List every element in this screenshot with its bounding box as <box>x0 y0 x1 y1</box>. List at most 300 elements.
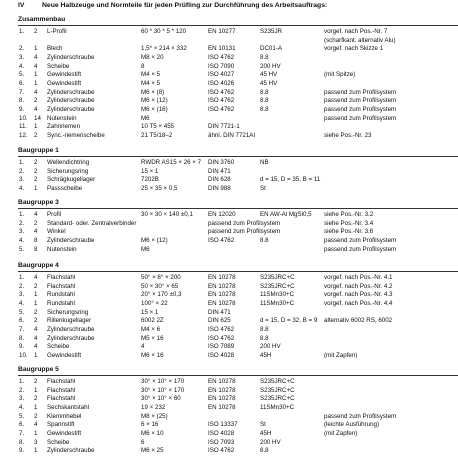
cell-rem: passend zum Profilsystem <box>324 412 397 420</box>
cell-nr: 3. <box>19 291 25 299</box>
cell-mat: NB <box>260 159 269 166</box>
cell-nr: 6. <box>19 317 25 325</box>
cell-nr: 8. <box>19 438 25 446</box>
cell-mat: 11SMn30+C <box>260 403 295 411</box>
cell-mat: 8.8 <box>260 447 269 455</box>
table-row <box>0 184 458 193</box>
table-row <box>0 175 458 184</box>
section-divider <box>18 271 458 272</box>
cell-name: Zylinderschraube <box>47 325 95 333</box>
table-row <box>0 446 458 455</box>
table-row <box>0 122 458 131</box>
cell-mat: St <box>260 184 266 192</box>
cell-name: Zylinderschraube <box>47 105 95 113</box>
page-heading <box>18 2 327 9</box>
table-row <box>0 62 458 71</box>
cell-nr: 1. <box>19 274 25 281</box>
cell-dim: RWDR AS15 × 26 × 7 <box>141 159 202 166</box>
table-row <box>0 299 458 308</box>
cell-mat: 8.8 <box>260 236 269 244</box>
cell-qty: 2 <box>34 219 38 227</box>
cell-name: Gewindestift <box>47 351 82 359</box>
section-heading: Baugruppe 3 <box>18 199 59 206</box>
cell-qty: 2 <box>34 378 38 385</box>
cell-nr: 5. <box>19 71 25 79</box>
cell-qty: 4 <box>34 325 38 333</box>
cell-rem: passend zum Profilsystem <box>324 88 397 96</box>
cell-mat: 200 HV <box>260 438 281 446</box>
cell-qty: 4 <box>34 105 38 113</box>
cell-rem: siehe Pos.-Nr. 3.6 <box>324 228 374 236</box>
table-row <box>0 36 458 45</box>
cell-rem: vorgef. nach Pos.-Nr. 4.1 <box>324 274 393 281</box>
cell-nr: 2. <box>19 386 25 394</box>
section-heading: Baugruppe 4 <box>18 262 59 269</box>
cell-nr: 1. <box>19 211 25 218</box>
cell-name: Zylinderschraube <box>47 53 95 61</box>
table-row <box>0 131 458 140</box>
cell-norm: ISO 7090 <box>208 62 235 70</box>
cell-nr: 7. <box>19 88 25 96</box>
section-heading: Baugruppe 5 <box>18 366 59 373</box>
cell-rem: passend zum Profilsystem <box>324 105 397 113</box>
cell-name: Nutenstein <box>47 114 77 122</box>
table-row <box>0 167 458 176</box>
table-row <box>0 79 458 88</box>
cell-name: Gewindestift <box>47 79 82 87</box>
cell-norm: DIN 988 <box>208 184 231 192</box>
table-row <box>0 412 458 421</box>
cell-qty: 8 <box>34 236 38 244</box>
cell-mat: 8.8 <box>260 105 269 113</box>
cell-qty: 4 <box>34 211 38 218</box>
cell-qty: 4 <box>34 62 38 70</box>
cell-rem: alternativ 6002 RS, 6002 <box>324 317 393 325</box>
table-row <box>0 316 458 325</box>
cell-nr: 10. <box>19 351 28 359</box>
heading-text: Neue Halbzeuge und Normteile für jeden Prüfling zur Durchführung des Arbeitsauftrags: <box>42 2 328 9</box>
table-row <box>0 308 458 317</box>
cell-rem: siehe Pos.-Nr. 3.4 <box>324 219 374 227</box>
cell-nr: 5. <box>19 308 25 316</box>
cell-dim: 15 × 1 <box>141 167 159 175</box>
cell-nr: 4. <box>19 184 25 192</box>
cell-dim: M6 <box>141 114 150 122</box>
cell-qty: 1 <box>34 351 38 359</box>
cell-qty: 8 <box>34 245 38 253</box>
cell-norm: ISO 4762 <box>208 105 235 113</box>
cell-nr: 4. <box>19 236 25 244</box>
cell-mat: d = 15, D = 35, B = 11 <box>260 176 321 184</box>
table-row <box>0 219 458 228</box>
table-row <box>0 53 458 62</box>
cell-nr: 3. <box>19 176 25 184</box>
cell-name: Gewindestift <box>47 429 82 437</box>
cell-norm: ISO 4762 <box>208 236 235 244</box>
cell-norm: ISO 13337 <box>208 421 238 429</box>
cell-nr: 6. <box>19 79 25 87</box>
cell-qty: 1 <box>34 123 38 131</box>
cell-dim: 19 × 232 <box>141 403 166 411</box>
table-row <box>0 420 458 429</box>
cell-dim: 30° × 10° × 170 <box>141 386 185 394</box>
cell-mat: 45 HV <box>260 79 278 87</box>
section-divider <box>18 208 458 209</box>
cell-dim: M6 × 16 <box>141 351 164 359</box>
cell-qty: 1 <box>34 386 38 394</box>
cell-dim: M5 × 16 <box>141 334 164 342</box>
cell-norm: ähnl. DIN 7721AI <box>208 131 256 139</box>
cell-name: Sync.-riemenscheibe <box>47 131 105 139</box>
cell-dim: M4 × 5 <box>141 71 161 79</box>
table-row <box>0 44 458 53</box>
cell-dim: M6 × (8) <box>141 88 165 96</box>
cell-mat: 45H <box>260 429 272 437</box>
cell-mat: 8.8 <box>260 97 269 105</box>
cell-qty: 2 <box>34 176 38 184</box>
cell-mat: S235JRC+C <box>260 395 295 403</box>
cell-name: Klemmhebel <box>47 412 82 420</box>
cell-dim: M8 × 20 <box>141 53 164 61</box>
cell-mat: 200 HV <box>260 343 281 351</box>
cell-qty: 4 <box>34 343 38 351</box>
cell-mat: 45H <box>260 351 272 359</box>
cell-mat: 8.8 <box>260 334 269 342</box>
cell-qty: 2 <box>34 308 38 316</box>
section-divider <box>18 156 458 157</box>
cell-dim: 30° × 10° × 170 <box>141 378 185 385</box>
cell-norm: EN 10278 <box>208 291 236 299</box>
cell-nr: 4. <box>19 299 25 307</box>
cell-name: Sicherungsring <box>47 308 89 316</box>
cell-nr: 3. <box>19 228 25 236</box>
cell-name: Profil <box>47 211 62 218</box>
cell-name: Flachstahl <box>47 282 76 290</box>
cell-norm: DIN 471 <box>208 308 231 316</box>
cell-rem: (mit Zapfen) <box>324 351 358 359</box>
cell-norm: EN 10278 <box>208 299 236 307</box>
cell-qty: 2 <box>34 395 38 403</box>
table-row <box>0 27 458 36</box>
table-row <box>0 386 458 395</box>
cell-dim: 30 × 30 × 140 ±0,1 <box>141 211 193 218</box>
cell-name: Sechskantstahl <box>47 403 89 411</box>
cell-norm: DIN 3760 <box>208 159 235 166</box>
cell-dim: 60 * 30 * 5 * 120 <box>141 28 187 35</box>
cell-dim: M6 × (16) <box>141 105 168 113</box>
cell-norm: ISO 4027 <box>208 71 235 79</box>
table-row <box>0 438 458 447</box>
cell-dim: 4 <box>141 343 145 351</box>
cell-name: Spannstift <box>47 421 75 429</box>
cell-name: Zahnriemen <box>47 123 81 131</box>
cell-qty: 2 <box>34 159 38 166</box>
cell-norm: EN 10277 <box>208 28 236 35</box>
cell-qty: 3 <box>34 438 38 446</box>
cell-mat: 8.8 <box>260 88 269 96</box>
cell-qty: 1 <box>34 184 38 192</box>
cell-nr: 3. <box>19 53 25 61</box>
cell-qty: 2 <box>34 412 38 420</box>
table-row <box>0 377 458 386</box>
cell-nr: 9. <box>19 105 25 113</box>
cell-dim: M6 × 10 <box>141 429 164 437</box>
cell-dim: M6 × (12) <box>141 97 168 105</box>
cell-rem: vorgef. nach Skizze 1 <box>324 45 384 53</box>
cell-name: Schrägkugellager <box>47 176 96 184</box>
cell-qty: 1 <box>34 429 38 437</box>
cell-mat: S235JRC+C <box>260 386 295 394</box>
cell-mat: S235JR <box>260 28 283 35</box>
cell-rem: vorgef. nach Pos.-Nr. 4.3 <box>324 291 393 299</box>
table-row <box>0 282 458 291</box>
cell-name: Scheibe <box>47 343 70 351</box>
cell-qty: 4 <box>34 53 38 61</box>
cell-norm: EN 10278 <box>208 403 236 411</box>
cell-name: Scheibe <box>47 62 70 70</box>
cell-name: Flachstahl <box>47 274 76 281</box>
cell-qty: 1 <box>34 447 38 455</box>
cell-qty: 1 <box>34 45 38 53</box>
table-row <box>0 403 458 412</box>
cell-name: Scheibe <box>47 438 70 446</box>
table-row <box>0 236 458 245</box>
cell-name: Passscheibe <box>47 184 83 192</box>
section-heading: Zusammenbau <box>18 16 66 23</box>
cell-name: Flachstahl <box>47 386 76 394</box>
cell-norm: DIN 7721-1 <box>208 123 240 131</box>
cell-dim: 1,5* × 214 × 332 <box>141 45 187 53</box>
cell-norm: EN 10278 <box>208 378 236 385</box>
cell-mat: 8.8 <box>260 53 269 61</box>
cell-nr: 8. <box>19 97 25 105</box>
cell-dim: M6 × (12) <box>141 236 168 244</box>
cell-norm: EN 10278 <box>208 274 236 281</box>
cell-norm: ISO 4028 <box>208 429 235 437</box>
cell-rem: (mit Zapfen) <box>324 429 358 437</box>
table-row <box>0 342 458 351</box>
cell-nr: 2. <box>19 282 25 290</box>
cell-qty: 1 <box>34 291 38 299</box>
cell-dim: 20° × 170 ±0,3 <box>141 291 182 299</box>
cell-name: Rillenkugellager <box>47 317 92 325</box>
table-row <box>0 273 458 282</box>
cell-qty: 4 <box>34 334 38 342</box>
cell-nr: 1. <box>19 159 25 166</box>
cell-norm: ISO 4026 <box>208 79 235 87</box>
cell-norm: ISO 4028 <box>208 351 235 359</box>
cell-rem: (scharfkant. alternativ Alu) <box>324 36 396 44</box>
cell-nr: 1. <box>19 378 25 385</box>
cell-name: Zylinderschraube <box>47 236 95 244</box>
cell-nr: 8. <box>19 334 25 342</box>
table-row <box>0 88 458 97</box>
cell-nr: 10. <box>19 114 28 122</box>
cell-dim: 21 T5/18–2 <box>141 131 173 139</box>
cell-rem: vorgef. nach Pos.-Nr. 4.2 <box>324 282 393 290</box>
cell-name: L-Profil <box>47 28 67 35</box>
cell-qty: 2 <box>34 282 38 290</box>
section-heading: Baugruppe 1 <box>18 147 59 154</box>
cell-norm: passend zum Profilsystem <box>208 219 281 227</box>
table-row <box>0 105 458 114</box>
cell-nr: 4. <box>19 403 25 411</box>
cell-qty: 4 <box>34 274 38 281</box>
cell-dim: 50 × 30° × 65 <box>141 282 179 290</box>
cell-name: Zylinderschraube <box>47 334 95 342</box>
cell-norm: EN 10131 <box>208 45 236 53</box>
cell-rem: siehe Pos.-Nr. 23 <box>324 131 372 139</box>
cell-rem: passend zum Profilsystem <box>324 245 397 253</box>
cell-name: Sicherungsring <box>47 167 89 175</box>
cell-dim: 15 × 1 <box>141 308 159 316</box>
cell-qty: 1 <box>34 79 38 87</box>
table-row <box>0 351 458 360</box>
cell-norm: DIN 471 <box>208 167 231 175</box>
cell-nr: 4. <box>19 62 25 70</box>
cell-norm: EN 12020 <box>208 211 236 218</box>
table-row <box>0 227 458 236</box>
cell-rem: passend zum Profilsystem <box>324 236 397 244</box>
cell-nr: 3. <box>19 395 25 403</box>
table-row <box>0 158 458 167</box>
cell-norm: ISO 4762 <box>208 97 235 105</box>
cell-norm: ISO 7093 <box>208 438 235 446</box>
cell-mat: DC01-A <box>260 45 283 53</box>
cell-nr: 7. <box>19 429 25 437</box>
heading-number: IV <box>18 2 25 9</box>
cell-norm: EN 10278 <box>208 282 236 290</box>
cell-qty: 2 <box>34 131 38 139</box>
cell-nr: 1. <box>19 28 25 35</box>
cell-mat: S235JRC+C <box>260 282 295 290</box>
cell-name: Nutenstein <box>47 245 77 253</box>
cell-mat: S235JRC+C <box>260 378 295 385</box>
cell-mat: EN AW-Al MgSi0,5 <box>260 211 312 218</box>
cell-norm: ISO 4762 <box>208 447 235 455</box>
cell-name: Rundstahl <box>47 291 75 299</box>
cell-nr: 9. <box>19 447 25 455</box>
cell-dim: 30° × 10° × 60 <box>141 395 181 403</box>
cell-qty: 1 <box>34 299 38 307</box>
table-row <box>0 325 458 334</box>
cell-mat: S235JRC+C <box>260 274 295 281</box>
cell-norm: ISO 4762 <box>208 334 235 342</box>
cell-norm: DIN 625 <box>208 317 231 325</box>
cell-dim: 50° × 8° × 200 <box>141 274 181 281</box>
cell-norm: DIN 628 <box>208 176 231 184</box>
table-row <box>0 429 458 438</box>
cell-qty: 2 <box>34 28 38 35</box>
table-row <box>0 96 458 105</box>
cell-rem: vorgef. nach Pos.-Nr. 7 <box>324 28 388 35</box>
cell-rem: (mit Spitze) <box>324 71 356 79</box>
cell-norm: ISO 4762 <box>208 325 235 333</box>
table-row <box>0 70 458 79</box>
cell-nr: 5. <box>19 412 25 420</box>
cell-nr: 5. <box>19 245 25 253</box>
cell-name: Blech <box>47 45 63 53</box>
cell-qty: 1 <box>34 403 38 411</box>
cell-qty: 14 <box>34 114 41 122</box>
cell-mat: 45 HV <box>260 71 278 79</box>
cell-dim: 7202B <box>141 176 159 184</box>
cell-rem: passend zum Profilsystem <box>324 97 397 105</box>
cell-nr: 2. <box>19 167 25 175</box>
cell-dim: M6 <box>141 245 150 253</box>
cell-qty: 1 <box>34 71 38 79</box>
cell-mat: d = 15, D = 32, B = 9 <box>260 317 318 325</box>
table-row <box>0 394 458 403</box>
cell-name: Zylinderschraube <box>47 88 95 96</box>
cell-nr: 9. <box>19 343 25 351</box>
cell-norm: passend zum Profilsystem <box>208 228 281 236</box>
cell-name: Zylinderschraube <box>47 97 95 105</box>
cell-norm: ISO 7089 <box>208 343 235 351</box>
cell-rem: passend zum Profilsystem <box>324 114 397 122</box>
cell-name: Flachstahl <box>47 378 76 385</box>
cell-mat: 11SMn30+C <box>260 299 295 307</box>
cell-name: Standard- oder. Zentralverbinder <box>47 219 137 227</box>
table-row <box>0 210 458 219</box>
cell-nr: 11. <box>19 123 28 131</box>
cell-mat: 11SMn30+C <box>260 291 295 299</box>
cell-nr: 7. <box>19 325 25 333</box>
cell-dim: 6 <box>141 438 145 446</box>
table-row <box>0 245 458 254</box>
table-row <box>0 290 458 299</box>
cell-norm: ISO 4762 <box>208 53 235 61</box>
cell-rem: (leichte Ausführung) <box>324 421 380 429</box>
cell-mat: St <box>260 421 266 429</box>
cell-name: Rundstahl <box>47 299 75 307</box>
cell-qty: 4 <box>34 421 38 429</box>
cell-dim: M4 × 5 <box>141 79 161 87</box>
cell-nr: 12. <box>19 131 28 139</box>
table-row <box>0 114 458 123</box>
cell-name: Zylinderschraube <box>47 447 95 455</box>
cell-dim: M8 × (25) <box>141 412 168 420</box>
section-divider <box>18 375 458 376</box>
cell-name: Gewindestift <box>47 71 82 79</box>
cell-dim: 100° × 22 <box>141 299 168 307</box>
cell-dim: 8 <box>141 62 145 70</box>
cell-name: Flachstahl <box>47 395 76 403</box>
cell-rem: siehe Pos.-Nr. 3.2 <box>324 211 374 218</box>
cell-mat: 8.8 <box>260 325 269 333</box>
cell-rem: vorgef. nach Pos.-Nr. 4.4 <box>324 299 393 307</box>
cell-dim: M4 × 6 <box>141 325 161 333</box>
cell-dim: 6002 2Z <box>141 317 164 325</box>
cell-qty: 2 <box>34 167 38 175</box>
cell-norm: EN 10278 <box>208 386 236 394</box>
cell-dim: 6 × 16 <box>141 421 159 429</box>
cell-dim: 10 T5 × 455 <box>141 123 175 131</box>
cell-name: Wellendichtring <box>47 159 90 166</box>
cell-name: Winkel <box>47 228 66 236</box>
cell-nr: 2. <box>19 219 25 227</box>
table-row <box>0 334 458 343</box>
cell-qty: 4 <box>34 88 38 96</box>
cell-dim: M6 × 25 <box>141 447 164 455</box>
cell-dim: 25 × 35 × 0,5 <box>141 184 178 192</box>
cell-norm: ISO 4762 <box>208 88 235 96</box>
cell-nr: 2. <box>19 45 25 53</box>
cell-qty: 2 <box>34 97 38 105</box>
cell-nr: 6. <box>19 421 25 429</box>
cell-mat: 200 HV <box>260 62 281 70</box>
cell-norm: EN 10278 <box>208 395 236 403</box>
